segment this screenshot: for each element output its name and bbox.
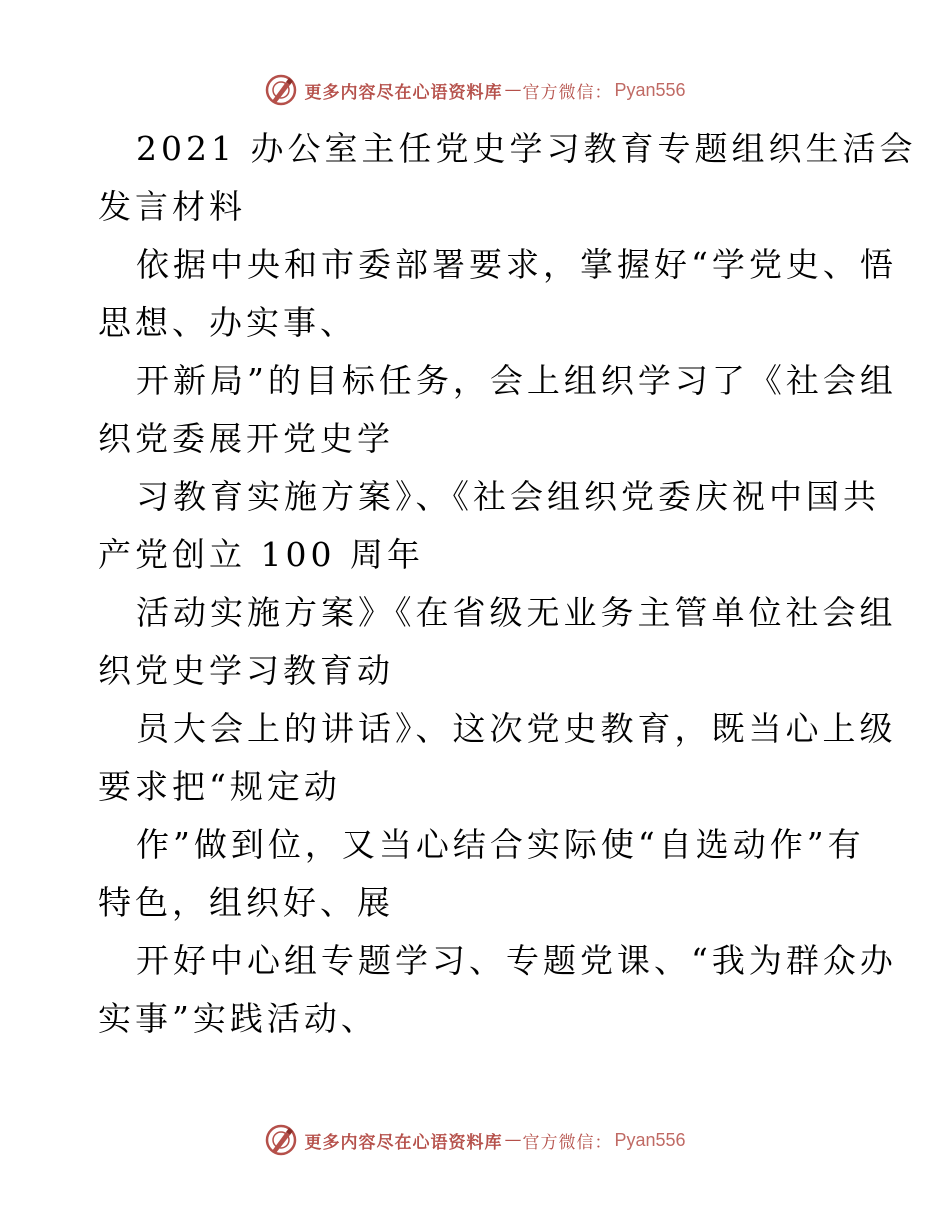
watermark-separator: —: [504, 1130, 521, 1150]
document-line: 2021 办公室主任党史学习教育专题组织生活会: [136, 129, 917, 168]
document-line: 思想、办实事、: [98, 303, 357, 342]
watermark-main-text: 更多内容尽在心语资料库: [304, 82, 503, 103]
document-line: 依据中央和市委部署要求，掌握好“学党史、悟: [136, 245, 897, 284]
document-line: 织党委展开党史学: [98, 419, 394, 458]
document-line: 开新局”的目标任务，会上组织学习了《社会组: [136, 361, 897, 400]
document-body: [98, 120, 917, 1048]
watermark-sub-text: 官方微信：: [522, 82, 613, 103]
document-line: 产党创立 100 周年: [98, 535, 424, 574]
watermark-main-text: 更多内容尽在心语资料库: [304, 1132, 503, 1153]
watermark-sub-text: 官方微信：: [522, 1132, 613, 1153]
document-line: 习教育实施方案》、《社会组织党委庆祝中国共: [136, 477, 880, 516]
document-line: 织党史学习教育动: [98, 651, 394, 690]
document-line: 活动实施方案》《在省级无业务主管单位社会组: [136, 593, 897, 632]
document-line: 发言材料: [98, 187, 246, 226]
document-line: 作”做到位，又当心结合实际使“自选动作”有: [136, 825, 865, 864]
watermark-footer: [0, 1120, 950, 1160]
document-line: 员大会上的讲话》、这次党史教育，既当心上级: [136, 709, 897, 748]
document-line: 开好中心组专题学习、专题党课、“我为群众办: [136, 941, 897, 980]
pen-logo-icon: [264, 1123, 298, 1157]
document-line: 实事”实践活动、: [98, 999, 378, 1038]
watermark-wechat-id: Pyan556: [614, 79, 686, 100]
document-line: 要求把“规定动: [98, 767, 341, 806]
watermark-wechat-id: Pyan556: [614, 1129, 686, 1150]
document-line: 特色，组织好、展: [98, 883, 394, 922]
watermark-separator: —: [504, 80, 521, 100]
pen-logo-icon: [264, 73, 298, 107]
watermark-header: [0, 70, 950, 110]
